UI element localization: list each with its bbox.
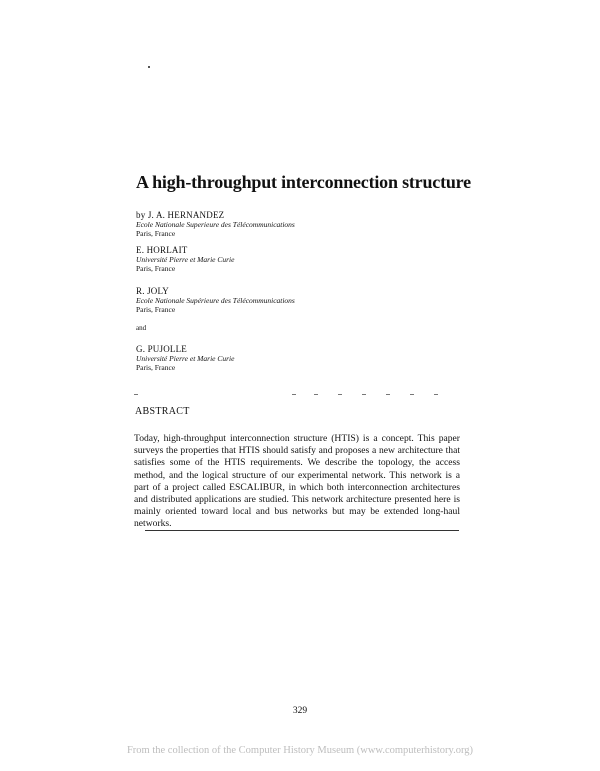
paper-title: A high-throughput interconnection structure bbox=[136, 172, 471, 192]
author-name: E. HORLAIT bbox=[136, 245, 188, 255]
author-name: R. JOLY bbox=[136, 286, 170, 296]
page-number: 329 bbox=[292, 706, 308, 716]
author-block-1 bbox=[136, 210, 295, 238]
author-location: Paris, France bbox=[136, 229, 176, 238]
scan-speck bbox=[148, 66, 150, 68]
author-location: Paris, France bbox=[136, 264, 176, 273]
author-location: Paris, France bbox=[136, 363, 176, 372]
separator-dashes bbox=[134, 394, 460, 400]
author-location: Paris, France bbox=[136, 305, 176, 314]
author-affiliation: Université Pierre et Marie Curie bbox=[136, 255, 235, 264]
author-name: G. PUJOLLE bbox=[136, 344, 187, 354]
footer-watermark: From the collection of the Computer History Museum (www.computerhistory.org) bbox=[126, 745, 474, 756]
author-block-3 bbox=[136, 286, 295, 314]
author-affiliation: Université Pierre et Marie Curie bbox=[136, 354, 235, 363]
author-block-4 bbox=[136, 344, 234, 372]
author-block-2 bbox=[136, 245, 234, 273]
author-affiliation: Ecole Nationale Supérieure des Télécommunications bbox=[136, 296, 295, 305]
horizontal-rule bbox=[145, 530, 459, 531]
and-text: and bbox=[136, 324, 147, 332]
author-affiliation: Ecole Nationale Superieure des Télécommunications bbox=[136, 220, 295, 229]
abstract-text: Today, high-throughput interconnection structure (HTIS) is a concept. This paper surveys the properties that HTIS should satisfy and proposes a new architecture that satisfies some of the HTIS requirements. We describe the topology, the access method, and the logical structure of our experimental network. This network is a part of a project called ESCALIBUR, in which both interconnection architectures and distributed applications are studied. This network architecture presented here is mainly oriented toward local and bus networks but may be extended long-haul networks. bbox=[134, 433, 460, 530]
abstract-heading: ABSTRACT bbox=[135, 406, 190, 417]
author-name: by J. A. HERNANDEZ bbox=[136, 210, 225, 220]
